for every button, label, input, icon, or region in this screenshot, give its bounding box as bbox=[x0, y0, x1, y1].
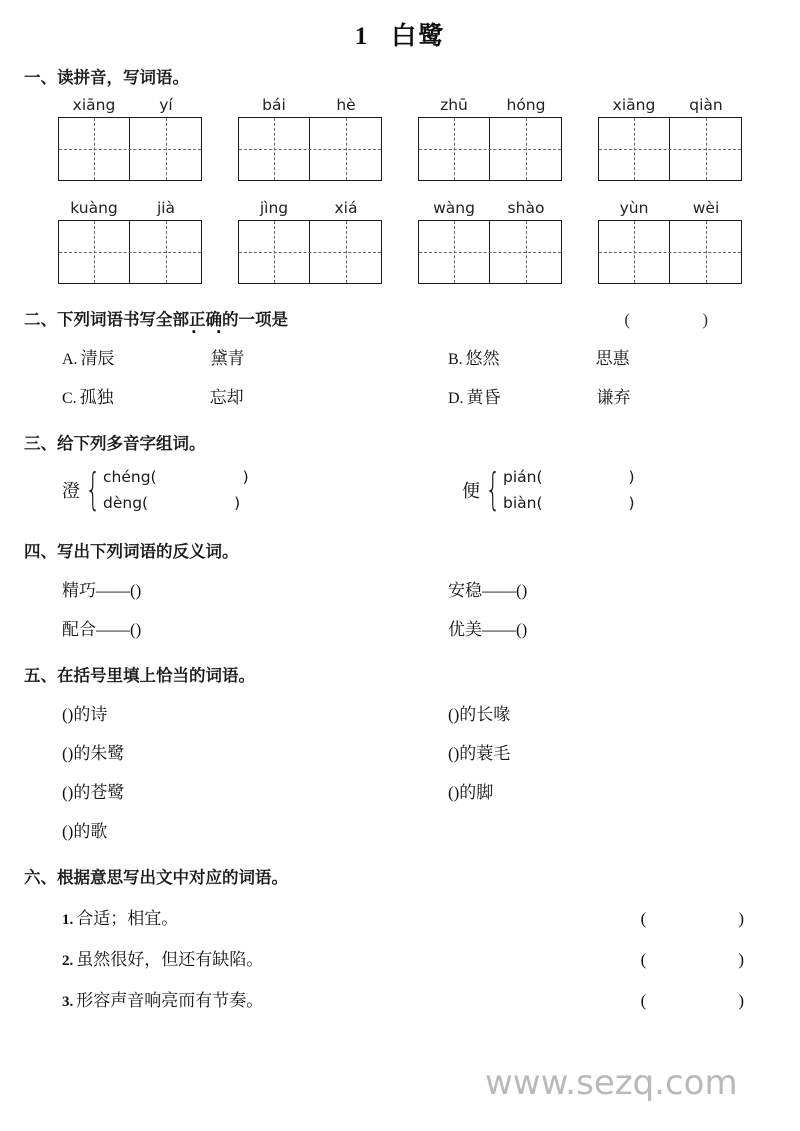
fill-item[interactable] bbox=[62, 700, 448, 725]
option-c-word-2: 忘却 bbox=[209, 388, 244, 407]
tianzige-cell[interactable] bbox=[670, 221, 741, 283]
pinyin-label bbox=[418, 96, 562, 114]
option-c-word-1: 孤独 bbox=[79, 388, 114, 407]
fill-noun: )的诗 bbox=[67, 705, 108, 724]
meaning-close-paren: ) bbox=[738, 950, 744, 969]
tianzige-cell[interactable] bbox=[310, 221, 381, 283]
polyphone-pinyin: biàn( bbox=[503, 494, 543, 512]
pinyin-syllable: xiāng bbox=[72, 96, 116, 114]
option-d[interactable] bbox=[448, 383, 776, 408]
pinyin-label bbox=[58, 96, 202, 114]
antonym-row-2 bbox=[24, 615, 776, 640]
pinyin-syllable: qiàn bbox=[689, 96, 723, 114]
pinyin-label bbox=[598, 199, 742, 217]
option-b-word-1: 悠然 bbox=[465, 349, 500, 368]
section-five-heading bbox=[24, 662, 776, 686]
pinyin-grid-group bbox=[598, 96, 742, 181]
fill-item-empty bbox=[448, 817, 776, 842]
section-two-answer-blank[interactable]: ( ) bbox=[624, 310, 742, 329]
option-d-word-1: 黄昏 bbox=[466, 388, 501, 407]
fill-open-paren: ( bbox=[62, 783, 68, 802]
polyphone-readings bbox=[103, 464, 249, 516]
tianzige-box[interactable] bbox=[238, 117, 382, 181]
option-d-label: D. bbox=[447, 390, 464, 407]
pinyin-syllable: jià bbox=[156, 199, 176, 217]
fill-noun: )的朱鹭 bbox=[67, 744, 125, 763]
meaning-open-paren: ( bbox=[640, 991, 647, 1010]
option-b-word-2: 思惠 bbox=[595, 349, 630, 368]
pinyin-syllable: xiá bbox=[334, 199, 358, 217]
pinyin-syllable: hóng bbox=[506, 96, 546, 114]
meaning-text: 形容声音响亮而有节奏。 bbox=[76, 991, 264, 1010]
pinyin-label bbox=[418, 199, 562, 217]
tianzige-box[interactable] bbox=[418, 117, 562, 181]
pinyin-grid-group bbox=[598, 199, 742, 284]
fill-item[interactable] bbox=[448, 700, 776, 725]
antonym-item[interactable] bbox=[62, 576, 448, 601]
tianzige-cell[interactable] bbox=[130, 221, 201, 283]
pinyin-syllable: jìng bbox=[259, 199, 289, 217]
section-six-heading bbox=[24, 864, 776, 888]
options-row-2 bbox=[24, 383, 776, 408]
pinyin-grid-group bbox=[238, 199, 382, 284]
tianzige-box[interactable] bbox=[238, 220, 382, 284]
pinyin-syllable: shào bbox=[507, 199, 545, 217]
pinyin-syllable: wèi bbox=[692, 199, 720, 217]
fill-noun: )的歌 bbox=[67, 822, 108, 841]
antonym-close-paren: ) bbox=[521, 581, 528, 600]
section-six-heading-text: 六、根据意思写出文中对应的词语。 bbox=[24, 868, 288, 887]
meaning-number: 1. bbox=[62, 912, 74, 928]
fill-item[interactable] bbox=[62, 778, 448, 803]
section-two-heading-pre: 二、下列词语书写全部 bbox=[24, 310, 189, 329]
meaning-close-paren: ) bbox=[738, 991, 744, 1010]
pinyin-syllable: xiāng bbox=[612, 96, 656, 114]
page-title-number: 1 bbox=[354, 23, 370, 50]
option-a-word-1: 清辰 bbox=[80, 349, 115, 368]
section-three-heading-text: 三、给下列多音字组词。 bbox=[24, 434, 206, 453]
fill-open-paren: ( bbox=[62, 705, 68, 724]
meaning-open-paren: ( bbox=[640, 950, 647, 969]
fill-noun: )的脚 bbox=[453, 783, 494, 802]
meaning-number: 2. bbox=[62, 953, 74, 969]
fill-noun: )的苍鹭 bbox=[67, 783, 125, 802]
meaning-close-paren: ) bbox=[738, 909, 744, 928]
antonym-item[interactable] bbox=[448, 576, 776, 601]
tianzige-cell[interactable] bbox=[490, 221, 561, 283]
meaning-text: 虽然很好，但还有缺陷。 bbox=[76, 950, 264, 969]
option-a-label: A. bbox=[62, 351, 78, 368]
fill-noun: )的蓑毛 bbox=[453, 744, 511, 763]
pinyin-grid-group bbox=[418, 199, 562, 284]
option-a-word-2: 黛青 bbox=[210, 349, 245, 368]
meaning-open-paren: ( bbox=[640, 909, 647, 928]
curly-brace-icon: { bbox=[485, 464, 501, 515]
tianzige-cell[interactable] bbox=[490, 118, 561, 180]
tianzige-box[interactable] bbox=[418, 220, 562, 284]
polyphone-pinyin: chéng( bbox=[103, 468, 157, 486]
meaning-text: 合适；相宜。 bbox=[76, 909, 179, 928]
tianzige-cell[interactable] bbox=[59, 221, 130, 283]
polyphone-group-cheng bbox=[62, 464, 462, 516]
tianzige-cell[interactable] bbox=[59, 118, 130, 180]
option-b[interactable] bbox=[448, 344, 776, 369]
curly-brace-icon: { bbox=[85, 464, 101, 515]
meaning-answer-blank[interactable] bbox=[641, 909, 776, 929]
fill-open-paren: ( bbox=[62, 822, 68, 841]
section-two-heading-emphasis: 正确 · · bbox=[189, 306, 222, 330]
pinyin-label bbox=[58, 199, 202, 217]
fill-row-2 bbox=[24, 739, 776, 764]
tianzige-box[interactable] bbox=[58, 220, 202, 284]
page-title bbox=[24, 0, 776, 64]
pinyin-grid-group bbox=[418, 96, 562, 181]
section-one-heading-text: 一、读拼音，写词语。 bbox=[24, 68, 189, 87]
antonym-word: 安稳——( bbox=[447, 581, 522, 600]
antonym-item[interactable] bbox=[62, 615, 448, 640]
fill-item[interactable] bbox=[448, 778, 776, 803]
meaning-answer-blank[interactable] bbox=[641, 991, 776, 1011]
antonym-item[interactable] bbox=[448, 615, 776, 640]
pinyin-label bbox=[238, 199, 382, 217]
polyphone-character: 澄 bbox=[62, 481, 80, 501]
meaning-answer-blank[interactable] bbox=[641, 950, 776, 970]
antonym-close-paren: ) bbox=[135, 581, 142, 600]
pinyin-grid-row-1 bbox=[24, 96, 776, 181]
antonym-close-paren: ) bbox=[135, 620, 142, 639]
polyphone-pinyin: pián( bbox=[503, 468, 543, 486]
fill-open-paren: ( bbox=[447, 744, 454, 763]
option-c[interactable] bbox=[62, 383, 448, 408]
tianzige-cell[interactable] bbox=[599, 118, 670, 180]
fill-noun: )的长喙 bbox=[453, 705, 511, 724]
option-c-label: C. bbox=[62, 390, 77, 407]
section-two-heading bbox=[24, 306, 776, 330]
pinyin-syllable: zhū bbox=[440, 96, 468, 114]
fill-item[interactable] bbox=[62, 739, 448, 764]
antonym-word: 配合——( bbox=[62, 620, 136, 639]
tianzige-cell[interactable] bbox=[239, 118, 310, 180]
option-b-label: B. bbox=[447, 351, 463, 368]
section-three-heading bbox=[24, 430, 776, 454]
pinyin-syllable: kuàng bbox=[70, 199, 118, 217]
polyphone-row bbox=[24, 464, 776, 516]
pinyin-syllable: yùn bbox=[619, 199, 649, 217]
fill-row-1 bbox=[24, 700, 776, 725]
tianzige-cell[interactable] bbox=[239, 221, 310, 283]
pinyin-syllable: hè bbox=[336, 96, 356, 114]
fill-row-3 bbox=[24, 778, 776, 803]
polyphone-reading-line[interactable]: biàn( ) bbox=[503, 494, 635, 512]
section-two-heading-post: 的一项是 bbox=[222, 310, 288, 329]
polyphone-readings bbox=[503, 464, 635, 516]
tianzige-cell[interactable] bbox=[599, 221, 670, 283]
tianzige-box[interactable] bbox=[58, 117, 202, 181]
fill-row-4 bbox=[24, 817, 776, 842]
antonym-close-paren: ) bbox=[521, 620, 528, 639]
meaning-item bbox=[24, 986, 776, 1011]
pinyin-grid-group bbox=[238, 96, 382, 181]
fill-open-paren: ( bbox=[62, 744, 68, 763]
pinyin-syllable: wàng bbox=[433, 199, 475, 217]
polyphone-group-bian bbox=[462, 464, 635, 516]
meaning-number: 3. bbox=[62, 994, 74, 1010]
section-one-heading bbox=[24, 64, 776, 88]
tianzige-cell[interactable] bbox=[419, 118, 490, 180]
pinyin-syllable: yí bbox=[159, 96, 173, 114]
site-watermark: www.sezq.com bbox=[485, 1063, 738, 1103]
tianzige-cell[interactable] bbox=[310, 118, 381, 180]
tianzige-box[interactable] bbox=[598, 220, 742, 284]
tianzige-cell[interactable] bbox=[670, 118, 741, 180]
pinyin-syllable: bái bbox=[262, 96, 286, 114]
meaning-item bbox=[24, 945, 776, 970]
pinyin-grid-group bbox=[58, 96, 202, 181]
polyphone-reading-line[interactable]: chéng( ) bbox=[103, 468, 249, 486]
page-title-text: 白鹭 bbox=[391, 23, 446, 50]
section-four-heading-text: 四、写出下列词语的反义词。 bbox=[24, 542, 239, 561]
antonym-row-1 bbox=[24, 576, 776, 601]
fill-item[interactable] bbox=[62, 817, 448, 842]
option-d-word-2: 谦弃 bbox=[596, 388, 631, 407]
pinyin-label bbox=[598, 96, 742, 114]
section-four-heading bbox=[24, 538, 776, 562]
tianzige-box[interactable] bbox=[598, 117, 742, 181]
pinyin-label bbox=[238, 96, 382, 114]
meaning-item bbox=[24, 904, 776, 929]
options-row-1 bbox=[24, 344, 776, 369]
pinyin-grid-row-2 bbox=[24, 199, 776, 284]
polyphone-reading-line[interactable]: pián( ) bbox=[503, 468, 635, 486]
section-five-heading-text: 五、在括号里填上恰当的词语。 bbox=[24, 666, 255, 685]
polyphone-character: 便 bbox=[462, 481, 480, 501]
tianzige-cell[interactable] bbox=[419, 221, 490, 283]
fill-item[interactable] bbox=[448, 739, 776, 764]
polyphone-pinyin: dèng( bbox=[103, 494, 149, 512]
antonym-word: 精巧——( bbox=[62, 581, 136, 600]
option-a[interactable] bbox=[62, 344, 448, 369]
fill-open-paren: ( bbox=[447, 705, 454, 724]
pinyin-grid-group bbox=[58, 199, 202, 284]
tianzige-cell[interactable] bbox=[130, 118, 201, 180]
fill-open-paren: ( bbox=[447, 783, 454, 802]
antonym-word: 优美——( bbox=[447, 620, 522, 639]
polyphone-reading-line[interactable]: dèng( ) bbox=[103, 494, 241, 512]
